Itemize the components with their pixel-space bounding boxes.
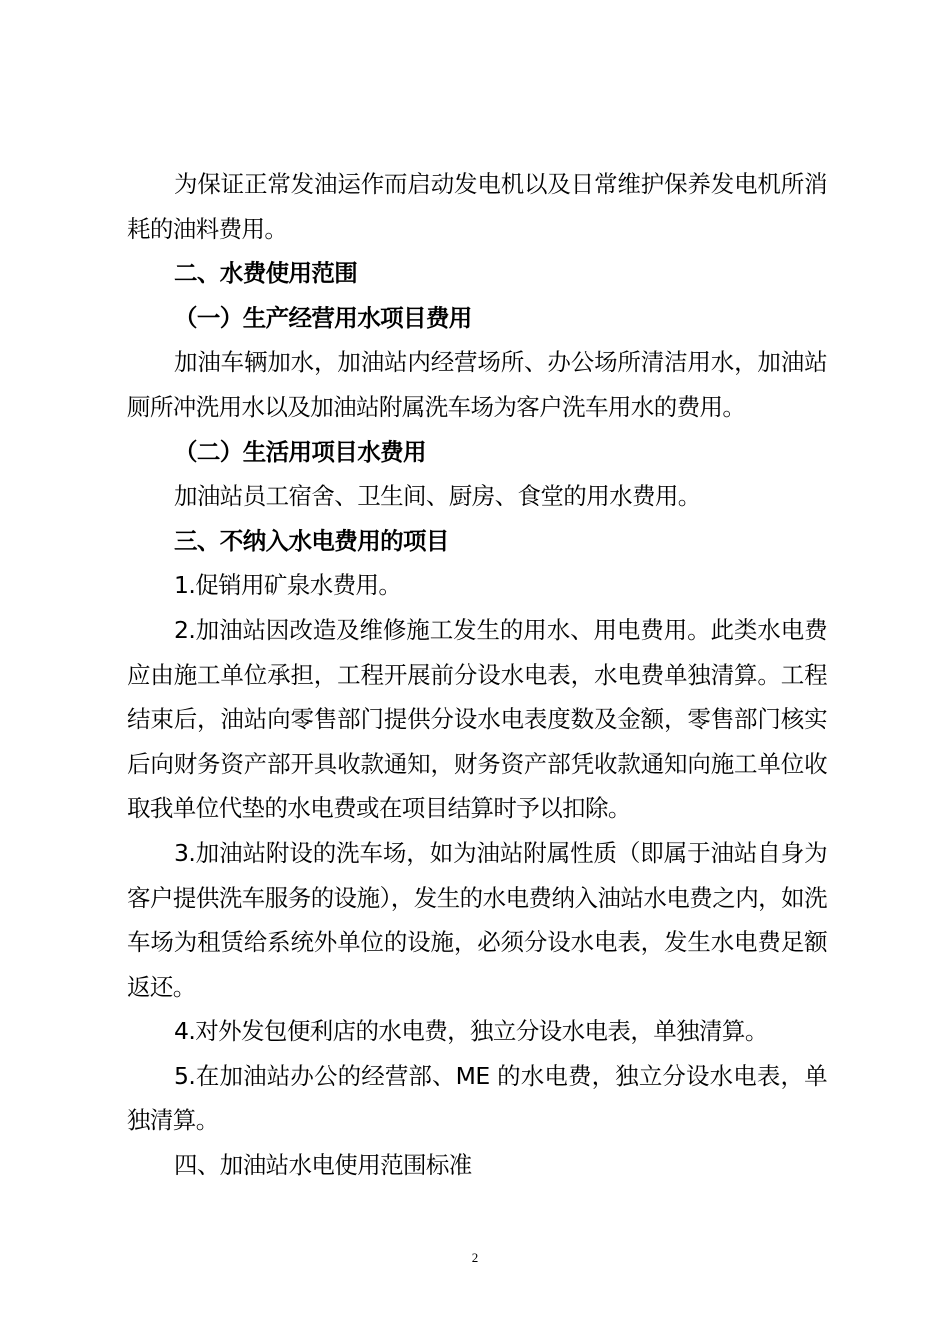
paragraph-generator-fuel: 为保证正常发油运作而启动发电机以及日常维护保养发电机所消耗的油料费用。 [127,170,827,243]
paragraph-production-water: 加油车辆加水，加油站内经营场所、办公场所清洁用水，加油站厕所冲洗用水以及加油站附属洗车场为客户洗车用水的费用。 [127,348,827,421]
paragraph-item-3: 3.加油站附设的洗车场，如为油站附属性质（即属于油站自身为客户提供洗车服务的设施），发生的水电费纳入油站水电费之内，如洗车场为租赁给系统外单位的设施，必须分设水电表，发生水电费足额返还。 [127,838,827,1001]
page-number: 2 [471,1250,479,1265]
document-body [127,162,827,1188]
paragraph-item-2: 2.加油站因改造及维修施工发生的用水、用电费用。此类水电费应由施工单位承担，工程开展前分设水电表，水电费单独清算。工程结束后，油站向零售部门提供分设水电表度数及金额，零售部门核实后向财务资产部开具收款通知，财务资产部凭收款通知向施工单位收取我单位代垫的水电费或在项目结算时予以扣除。 [127,615,827,823]
paragraph-item-5: 5.在加油站办公的经营部、ME 的水电费，独立分设水电表，单独清算。 [127,1061,827,1135]
heading-usage-standard: 四、加油站水电使用范围标准 [174,1151,472,1180]
subheading-living-water: （二）生活用项目水费用 [174,437,426,466]
paragraph-living-water: 加油站员工宿舍、卫生间、厨房、食堂的用水费用。 [174,482,701,511]
subheading-production-water: （一）生产经营用水项目费用 [174,303,472,332]
paragraph-item-4: 4.对外发包便利店的水电费，独立分设水电表，单独清算。 [174,1017,768,1046]
heading-excluded-items: 三、不纳入水电费用的项目 [174,526,449,555]
heading-water-scope: 二、水费使用范围 [174,259,358,288]
paragraph-item-1: 1.促销用矿泉水费用。 [174,571,402,600]
